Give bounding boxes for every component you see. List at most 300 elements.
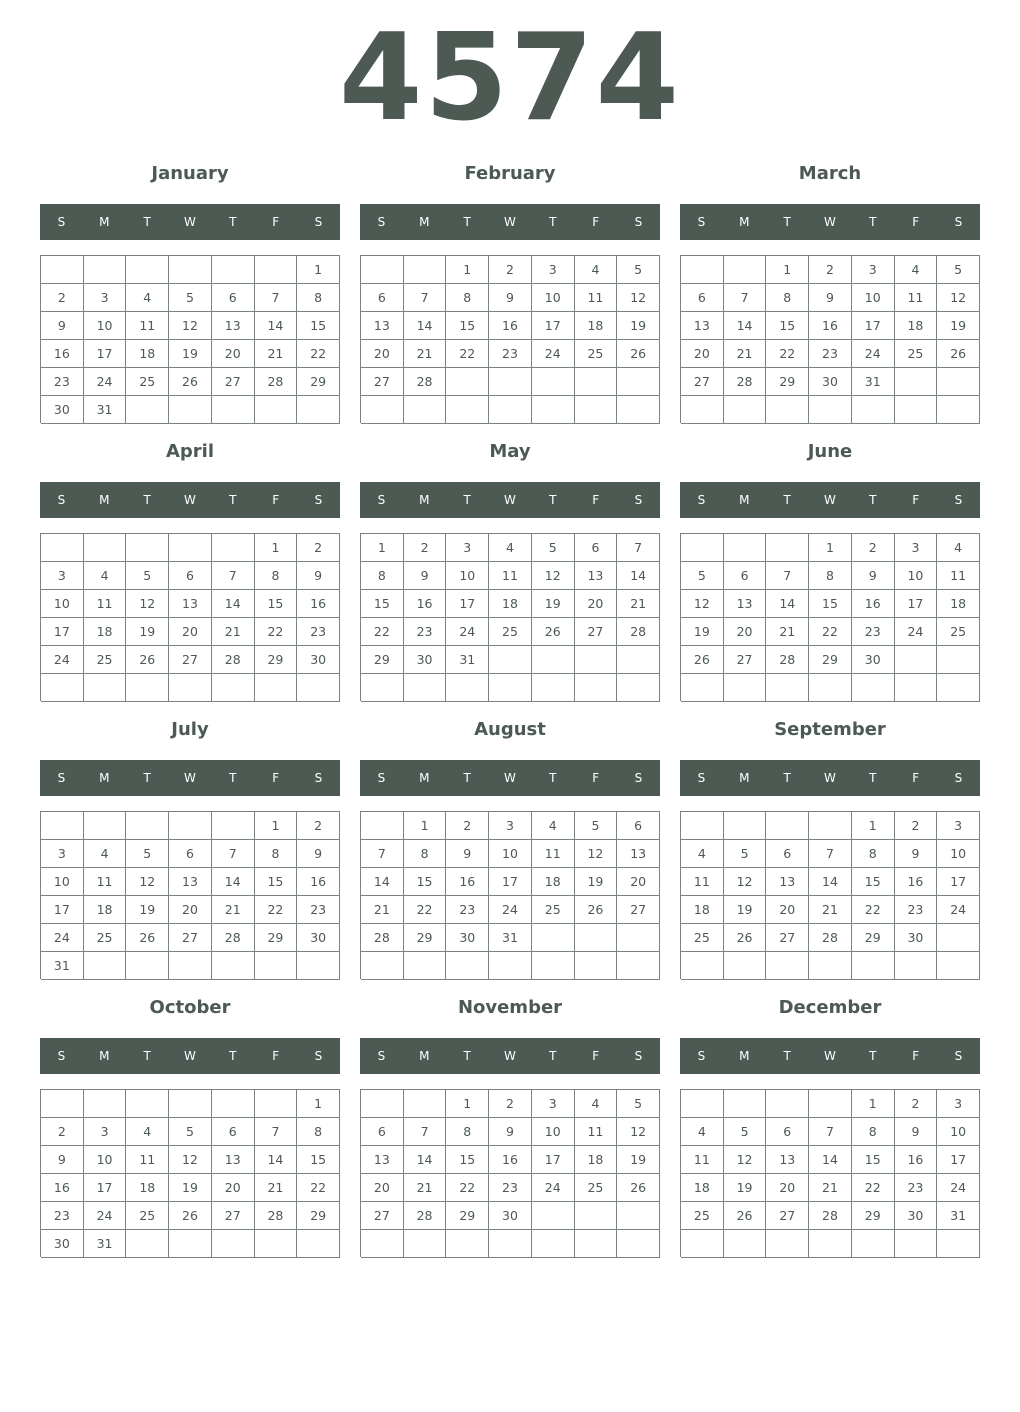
day-cell[interactable]: 17 xyxy=(446,590,489,618)
day-cell[interactable]: 20 xyxy=(617,868,660,896)
day-cell[interactable]: 9 xyxy=(297,562,340,590)
day-cell[interactable]: 24 xyxy=(532,1174,575,1202)
day-cell[interactable]: 23 xyxy=(297,896,340,924)
day-cell[interactable]: 20 xyxy=(212,1174,255,1202)
day-cell[interactable]: 11 xyxy=(126,1146,169,1174)
day-cell[interactable]: 20 xyxy=(169,618,212,646)
day-cell[interactable]: 16 xyxy=(489,312,532,340)
day-cell[interactable]: 30 xyxy=(895,924,938,952)
day-cell[interactable]: 13 xyxy=(766,1146,809,1174)
day-cell[interactable]: 1 xyxy=(255,812,298,840)
day-cell[interactable]: 7 xyxy=(255,1118,298,1146)
day-cell[interactable]: 12 xyxy=(724,868,767,896)
day-cell[interactable]: 23 xyxy=(446,896,489,924)
day-cell[interactable]: 28 xyxy=(809,924,852,952)
day-cell[interactable]: 20 xyxy=(212,340,255,368)
day-cell[interactable]: 24 xyxy=(84,368,127,396)
day-cell[interactable]: 10 xyxy=(937,840,980,868)
day-cell[interactable]: 26 xyxy=(617,1174,660,1202)
day-cell[interactable]: 9 xyxy=(852,562,895,590)
day-cell[interactable]: 26 xyxy=(169,368,212,396)
day-cell[interactable]: 19 xyxy=(724,896,767,924)
day-cell[interactable]: 22 xyxy=(852,1174,895,1202)
day-cell[interactable]: 1 xyxy=(766,256,809,284)
day-cell[interactable]: 28 xyxy=(809,1202,852,1230)
day-cell[interactable]: 5 xyxy=(575,812,618,840)
day-cell[interactable]: 6 xyxy=(724,562,767,590)
day-cell[interactable]: 2 xyxy=(489,1090,532,1118)
day-cell[interactable]: 26 xyxy=(724,924,767,952)
day-cell[interactable]: 3 xyxy=(532,256,575,284)
day-cell[interactable]: 9 xyxy=(41,312,84,340)
day-cell[interactable]: 26 xyxy=(169,1202,212,1230)
day-cell[interactable]: 6 xyxy=(361,1118,404,1146)
day-cell[interactable]: 28 xyxy=(617,618,660,646)
day-cell[interactable]: 27 xyxy=(724,646,767,674)
day-cell[interactable]: 5 xyxy=(681,562,724,590)
day-cell[interactable]: 8 xyxy=(297,1118,340,1146)
day-cell[interactable]: 1 xyxy=(852,1090,895,1118)
day-cell[interactable]: 19 xyxy=(169,1174,212,1202)
day-cell[interactable]: 25 xyxy=(895,340,938,368)
day-cell[interactable]: 16 xyxy=(446,868,489,896)
day-cell[interactable]: 29 xyxy=(255,924,298,952)
day-cell[interactable]: 20 xyxy=(169,896,212,924)
day-cell[interactable]: 13 xyxy=(575,562,618,590)
day-cell[interactable]: 23 xyxy=(489,1174,532,1202)
day-cell[interactable]: 5 xyxy=(126,840,169,868)
day-cell[interactable]: 22 xyxy=(446,340,489,368)
day-cell[interactable]: 30 xyxy=(489,1202,532,1230)
day-cell[interactable]: 17 xyxy=(895,590,938,618)
day-cell[interactable]: 16 xyxy=(895,868,938,896)
day-cell[interactable]: 7 xyxy=(766,562,809,590)
day-cell[interactable]: 10 xyxy=(852,284,895,312)
day-cell[interactable]: 1 xyxy=(361,534,404,562)
day-cell[interactable]: 3 xyxy=(937,1090,980,1118)
day-cell[interactable]: 3 xyxy=(41,840,84,868)
day-cell[interactable]: 10 xyxy=(895,562,938,590)
day-cell[interactable]: 18 xyxy=(84,896,127,924)
day-cell[interactable]: 10 xyxy=(41,590,84,618)
day-cell[interactable]: 21 xyxy=(404,1174,447,1202)
day-cell[interactable]: 26 xyxy=(724,1202,767,1230)
day-cell[interactable]: 21 xyxy=(809,896,852,924)
day-cell[interactable]: 7 xyxy=(809,1118,852,1146)
day-cell[interactable]: 25 xyxy=(575,340,618,368)
day-cell[interactable]: 16 xyxy=(852,590,895,618)
day-cell[interactable]: 22 xyxy=(766,340,809,368)
day-cell[interactable]: 29 xyxy=(297,368,340,396)
day-cell[interactable]: 28 xyxy=(361,924,404,952)
day-cell[interactable]: 30 xyxy=(895,1202,938,1230)
day-cell[interactable]: 6 xyxy=(212,284,255,312)
day-cell[interactable]: 13 xyxy=(681,312,724,340)
day-cell[interactable]: 18 xyxy=(532,868,575,896)
day-cell[interactable]: 14 xyxy=(766,590,809,618)
day-cell[interactable]: 13 xyxy=(766,868,809,896)
day-cell[interactable]: 4 xyxy=(575,1090,618,1118)
day-cell[interactable]: 29 xyxy=(361,646,404,674)
day-cell[interactable]: 24 xyxy=(895,618,938,646)
day-cell[interactable]: 12 xyxy=(617,1118,660,1146)
day-cell[interactable]: 13 xyxy=(361,312,404,340)
day-cell[interactable]: 7 xyxy=(404,284,447,312)
day-cell[interactable]: 23 xyxy=(41,1202,84,1230)
day-cell[interactable]: 7 xyxy=(212,562,255,590)
day-cell[interactable]: 19 xyxy=(532,590,575,618)
day-cell[interactable]: 21 xyxy=(809,1174,852,1202)
day-cell[interactable]: 23 xyxy=(41,368,84,396)
day-cell[interactable]: 27 xyxy=(681,368,724,396)
day-cell[interactable]: 29 xyxy=(852,924,895,952)
day-cell[interactable]: 16 xyxy=(41,340,84,368)
day-cell[interactable]: 11 xyxy=(84,590,127,618)
day-cell[interactable]: 22 xyxy=(255,896,298,924)
day-cell[interactable]: 18 xyxy=(575,1146,618,1174)
day-cell[interactable]: 1 xyxy=(297,256,340,284)
day-cell[interactable]: 3 xyxy=(41,562,84,590)
day-cell[interactable]: 3 xyxy=(84,284,127,312)
day-cell[interactable]: 6 xyxy=(681,284,724,312)
day-cell[interactable]: 29 xyxy=(255,646,298,674)
day-cell[interactable]: 1 xyxy=(852,812,895,840)
day-cell[interactable]: 11 xyxy=(681,868,724,896)
day-cell[interactable]: 31 xyxy=(41,952,84,980)
day-cell[interactable]: 15 xyxy=(255,590,298,618)
day-cell[interactable]: 13 xyxy=(212,1146,255,1174)
day-cell[interactable]: 2 xyxy=(41,284,84,312)
day-cell[interactable]: 26 xyxy=(532,618,575,646)
day-cell[interactable]: 17 xyxy=(532,1146,575,1174)
day-cell[interactable]: 15 xyxy=(446,1146,489,1174)
day-cell[interactable]: 29 xyxy=(297,1202,340,1230)
day-cell[interactable]: 25 xyxy=(937,618,980,646)
day-cell[interactable]: 19 xyxy=(617,1146,660,1174)
day-cell[interactable]: 2 xyxy=(41,1118,84,1146)
day-cell[interactable]: 17 xyxy=(532,312,575,340)
day-cell[interactable]: 21 xyxy=(617,590,660,618)
day-cell[interactable]: 24 xyxy=(489,896,532,924)
day-cell[interactable]: 25 xyxy=(532,896,575,924)
day-cell[interactable]: 1 xyxy=(446,256,489,284)
day-cell[interactable]: 27 xyxy=(169,646,212,674)
day-cell[interactable]: 28 xyxy=(724,368,767,396)
day-cell[interactable]: 9 xyxy=(41,1146,84,1174)
day-cell[interactable]: 1 xyxy=(446,1090,489,1118)
day-cell[interactable]: 9 xyxy=(489,1118,532,1146)
day-cell[interactable]: 7 xyxy=(404,1118,447,1146)
day-cell[interactable]: 11 xyxy=(126,312,169,340)
day-cell[interactable]: 17 xyxy=(84,1174,127,1202)
day-cell[interactable]: 11 xyxy=(681,1146,724,1174)
day-cell[interactable]: 26 xyxy=(126,924,169,952)
day-cell[interactable]: 8 xyxy=(852,1118,895,1146)
day-cell[interactable]: 2 xyxy=(895,812,938,840)
day-cell[interactable]: 23 xyxy=(895,896,938,924)
day-cell[interactable]: 11 xyxy=(489,562,532,590)
day-cell[interactable]: 16 xyxy=(489,1146,532,1174)
day-cell[interactable]: 6 xyxy=(169,840,212,868)
day-cell[interactable]: 30 xyxy=(852,646,895,674)
day-cell[interactable]: 6 xyxy=(212,1118,255,1146)
day-cell[interactable]: 25 xyxy=(575,1174,618,1202)
day-cell[interactable]: 2 xyxy=(404,534,447,562)
day-cell[interactable]: 26 xyxy=(126,646,169,674)
day-cell[interactable]: 13 xyxy=(169,868,212,896)
day-cell[interactable]: 12 xyxy=(126,868,169,896)
day-cell[interactable]: 29 xyxy=(766,368,809,396)
day-cell[interactable]: 30 xyxy=(297,646,340,674)
day-cell[interactable]: 6 xyxy=(617,812,660,840)
day-cell[interactable]: 10 xyxy=(84,312,127,340)
day-cell[interactable]: 31 xyxy=(937,1202,980,1230)
day-cell[interactable]: 13 xyxy=(617,840,660,868)
day-cell[interactable]: 8 xyxy=(809,562,852,590)
day-cell[interactable]: 17 xyxy=(852,312,895,340)
day-cell[interactable]: 1 xyxy=(255,534,298,562)
day-cell[interactable]: 20 xyxy=(681,340,724,368)
day-cell[interactable]: 12 xyxy=(169,312,212,340)
day-cell[interactable]: 28 xyxy=(212,646,255,674)
day-cell[interactable]: 17 xyxy=(84,340,127,368)
day-cell[interactable]: 31 xyxy=(852,368,895,396)
day-cell[interactable]: 5 xyxy=(169,1118,212,1146)
day-cell[interactable]: 20 xyxy=(724,618,767,646)
day-cell[interactable]: 30 xyxy=(446,924,489,952)
day-cell[interactable]: 6 xyxy=(169,562,212,590)
day-cell[interactable]: 13 xyxy=(724,590,767,618)
day-cell[interactable]: 5 xyxy=(617,256,660,284)
day-cell[interactable]: 19 xyxy=(169,340,212,368)
day-cell[interactable]: 24 xyxy=(937,896,980,924)
day-cell[interactable]: 31 xyxy=(446,646,489,674)
day-cell[interactable]: 27 xyxy=(169,924,212,952)
day-cell[interactable]: 4 xyxy=(532,812,575,840)
day-cell[interactable]: 19 xyxy=(617,312,660,340)
day-cell[interactable]: 4 xyxy=(126,284,169,312)
day-cell[interactable]: 18 xyxy=(126,340,169,368)
day-cell[interactable]: 5 xyxy=(617,1090,660,1118)
day-cell[interactable]: 15 xyxy=(297,312,340,340)
day-cell[interactable]: 25 xyxy=(84,646,127,674)
day-cell[interactable]: 24 xyxy=(41,924,84,952)
day-cell[interactable]: 8 xyxy=(361,562,404,590)
day-cell[interactable]: 2 xyxy=(852,534,895,562)
day-cell[interactable]: 7 xyxy=(724,284,767,312)
day-cell[interactable]: 16 xyxy=(895,1146,938,1174)
day-cell[interactable]: 27 xyxy=(212,1202,255,1230)
day-cell[interactable]: 8 xyxy=(766,284,809,312)
day-cell[interactable]: 5 xyxy=(126,562,169,590)
day-cell[interactable]: 18 xyxy=(681,896,724,924)
day-cell[interactable]: 14 xyxy=(361,868,404,896)
day-cell[interactable]: 7 xyxy=(617,534,660,562)
day-cell[interactable]: 27 xyxy=(766,1202,809,1230)
day-cell[interactable]: 17 xyxy=(489,868,532,896)
day-cell[interactable]: 21 xyxy=(255,1174,298,1202)
day-cell[interactable]: 14 xyxy=(212,868,255,896)
day-cell[interactable]: 28 xyxy=(404,368,447,396)
day-cell[interactable]: 10 xyxy=(532,1118,575,1146)
day-cell[interactable]: 17 xyxy=(937,1146,980,1174)
day-cell[interactable]: 4 xyxy=(575,256,618,284)
day-cell[interactable]: 26 xyxy=(681,646,724,674)
day-cell[interactable]: 22 xyxy=(297,1174,340,1202)
day-cell[interactable]: 9 xyxy=(297,840,340,868)
day-cell[interactable]: 2 xyxy=(895,1090,938,1118)
day-cell[interactable]: 21 xyxy=(212,896,255,924)
day-cell[interactable]: 27 xyxy=(361,368,404,396)
day-cell[interactable]: 3 xyxy=(532,1090,575,1118)
day-cell[interactable]: 21 xyxy=(255,340,298,368)
day-cell[interactable]: 26 xyxy=(937,340,980,368)
day-cell[interactable]: 5 xyxy=(724,1118,767,1146)
day-cell[interactable]: 2 xyxy=(809,256,852,284)
day-cell[interactable]: 7 xyxy=(255,284,298,312)
day-cell[interactable]: 29 xyxy=(852,1202,895,1230)
day-cell[interactable]: 26 xyxy=(575,896,618,924)
day-cell[interactable]: 14 xyxy=(809,868,852,896)
day-cell[interactable]: 8 xyxy=(404,840,447,868)
day-cell[interactable]: 16 xyxy=(297,868,340,896)
day-cell[interactable]: 12 xyxy=(617,284,660,312)
day-cell[interactable]: 16 xyxy=(297,590,340,618)
day-cell[interactable]: 10 xyxy=(41,868,84,896)
day-cell[interactable]: 28 xyxy=(255,1202,298,1230)
day-cell[interactable]: 23 xyxy=(895,1174,938,1202)
day-cell[interactable]: 31 xyxy=(84,1230,127,1258)
day-cell[interactable]: 5 xyxy=(169,284,212,312)
day-cell[interactable]: 14 xyxy=(255,312,298,340)
day-cell[interactable]: 4 xyxy=(126,1118,169,1146)
day-cell[interactable]: 20 xyxy=(361,340,404,368)
day-cell[interactable]: 3 xyxy=(446,534,489,562)
day-cell[interactable]: 29 xyxy=(809,646,852,674)
day-cell[interactable]: 11 xyxy=(937,562,980,590)
day-cell[interactable]: 10 xyxy=(937,1118,980,1146)
day-cell[interactable]: 24 xyxy=(532,340,575,368)
day-cell[interactable]: 20 xyxy=(766,1174,809,1202)
day-cell[interactable]: 7 xyxy=(212,840,255,868)
day-cell[interactable]: 8 xyxy=(446,284,489,312)
day-cell[interactable]: 14 xyxy=(255,1146,298,1174)
day-cell[interactable]: 24 xyxy=(852,340,895,368)
day-cell[interactable]: 24 xyxy=(446,618,489,646)
day-cell[interactable]: 6 xyxy=(766,840,809,868)
day-cell[interactable]: 5 xyxy=(937,256,980,284)
day-cell[interactable]: 28 xyxy=(212,924,255,952)
day-cell[interactable]: 26 xyxy=(617,340,660,368)
day-cell[interactable]: 18 xyxy=(895,312,938,340)
day-cell[interactable]: 20 xyxy=(361,1174,404,1202)
day-cell[interactable]: 25 xyxy=(681,1202,724,1230)
day-cell[interactable]: 18 xyxy=(84,618,127,646)
day-cell[interactable]: 14 xyxy=(809,1146,852,1174)
day-cell[interactable]: 11 xyxy=(895,284,938,312)
day-cell[interactable]: 12 xyxy=(724,1146,767,1174)
day-cell[interactable]: 19 xyxy=(724,1174,767,1202)
day-cell[interactable]: 16 xyxy=(809,312,852,340)
day-cell[interactable]: 23 xyxy=(852,618,895,646)
day-cell[interactable]: 30 xyxy=(809,368,852,396)
day-cell[interactable]: 14 xyxy=(212,590,255,618)
day-cell[interactable]: 31 xyxy=(489,924,532,952)
day-cell[interactable]: 11 xyxy=(575,1118,618,1146)
day-cell[interactable]: 11 xyxy=(532,840,575,868)
day-cell[interactable]: 23 xyxy=(809,340,852,368)
day-cell[interactable]: 14 xyxy=(404,312,447,340)
day-cell[interactable]: 28 xyxy=(404,1202,447,1230)
day-cell[interactable]: 17 xyxy=(937,868,980,896)
day-cell[interactable]: 18 xyxy=(489,590,532,618)
day-cell[interactable]: 30 xyxy=(41,1230,84,1258)
day-cell[interactable]: 5 xyxy=(532,534,575,562)
day-cell[interactable]: 4 xyxy=(84,562,127,590)
day-cell[interactable]: 12 xyxy=(575,840,618,868)
day-cell[interactable]: 3 xyxy=(489,812,532,840)
day-cell[interactable]: 17 xyxy=(41,896,84,924)
day-cell[interactable]: 21 xyxy=(361,896,404,924)
day-cell[interactable]: 13 xyxy=(212,312,255,340)
day-cell[interactable]: 4 xyxy=(489,534,532,562)
day-cell[interactable]: 9 xyxy=(895,840,938,868)
day-cell[interactable]: 29 xyxy=(446,1202,489,1230)
day-cell[interactable]: 10 xyxy=(446,562,489,590)
day-cell[interactable]: 12 xyxy=(681,590,724,618)
day-cell[interactable]: 6 xyxy=(361,284,404,312)
day-cell[interactable]: 2 xyxy=(489,256,532,284)
day-cell[interactable]: 17 xyxy=(41,618,84,646)
day-cell[interactable]: 6 xyxy=(766,1118,809,1146)
day-cell[interactable]: 27 xyxy=(361,1202,404,1230)
day-cell[interactable]: 25 xyxy=(489,618,532,646)
day-cell[interactable]: 5 xyxy=(724,840,767,868)
day-cell[interactable]: 30 xyxy=(404,646,447,674)
day-cell[interactable]: 25 xyxy=(84,924,127,952)
day-cell[interactable]: 6 xyxy=(575,534,618,562)
day-cell[interactable]: 13 xyxy=(361,1146,404,1174)
day-cell[interactable]: 15 xyxy=(852,1146,895,1174)
day-cell[interactable]: 10 xyxy=(84,1146,127,1174)
day-cell[interactable]: 1 xyxy=(404,812,447,840)
day-cell[interactable]: 7 xyxy=(361,840,404,868)
day-cell[interactable]: 19 xyxy=(126,618,169,646)
day-cell[interactable]: 10 xyxy=(532,284,575,312)
day-cell[interactable]: 27 xyxy=(212,368,255,396)
day-cell[interactable]: 12 xyxy=(126,590,169,618)
day-cell[interactable]: 15 xyxy=(404,868,447,896)
day-cell[interactable]: 23 xyxy=(297,618,340,646)
day-cell[interactable]: 8 xyxy=(255,562,298,590)
day-cell[interactable]: 29 xyxy=(404,924,447,952)
day-cell[interactable]: 23 xyxy=(489,340,532,368)
day-cell[interactable]: 21 xyxy=(212,618,255,646)
day-cell[interactable]: 25 xyxy=(126,1202,169,1230)
day-cell[interactable]: 19 xyxy=(126,896,169,924)
day-cell[interactable]: 24 xyxy=(41,646,84,674)
day-cell[interactable]: 3 xyxy=(937,812,980,840)
day-cell[interactable]: 24 xyxy=(937,1174,980,1202)
day-cell[interactable]: 28 xyxy=(255,368,298,396)
day-cell[interactable]: 22 xyxy=(809,618,852,646)
day-cell[interactable]: 7 xyxy=(809,840,852,868)
day-cell[interactable]: 21 xyxy=(404,340,447,368)
day-cell[interactable]: 15 xyxy=(297,1146,340,1174)
day-cell[interactable]: 2 xyxy=(297,534,340,562)
day-cell[interactable]: 23 xyxy=(404,618,447,646)
day-cell[interactable]: 22 xyxy=(255,618,298,646)
